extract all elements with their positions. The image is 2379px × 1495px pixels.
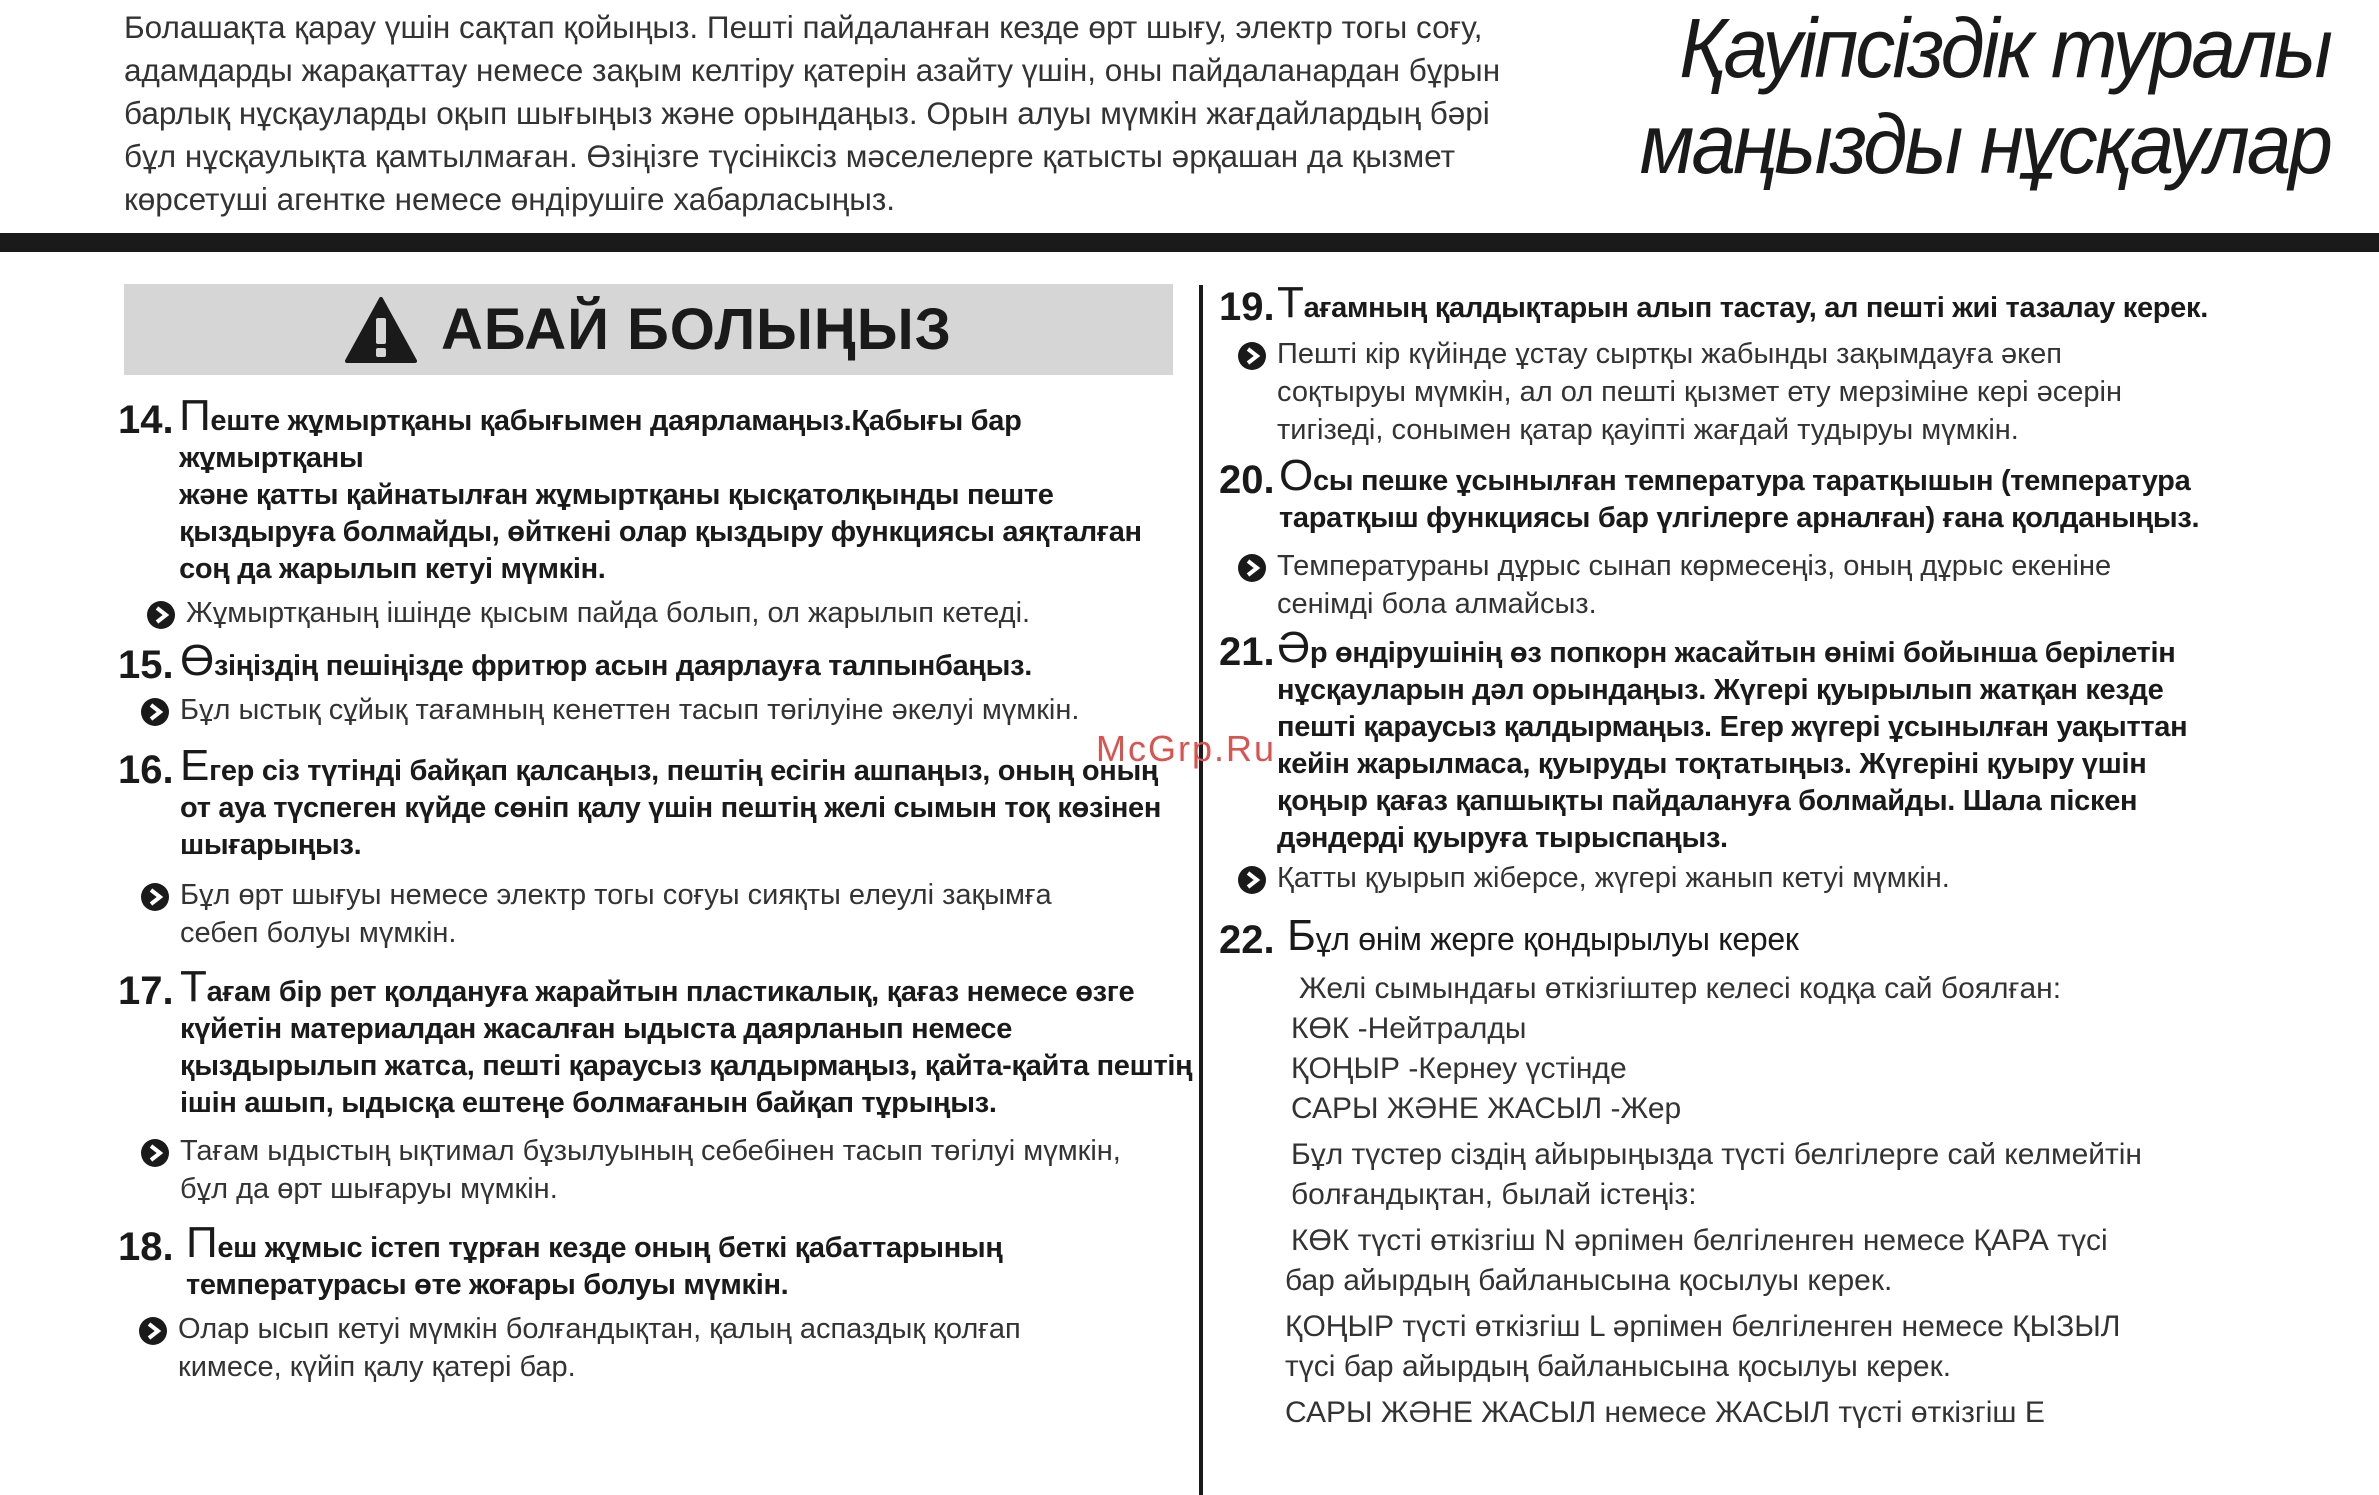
heading-initial: Т [1277,278,1304,327]
heading-initial: Ө [180,636,214,685]
detail-line: бар айырдың байланысына қосылуы керек. [1285,1264,1893,1297]
note-line: Жұмыртқаның ішінде қысым пайда болып, ол жарылып кетеді. [186,597,1031,629]
intro-line: көрсетуші агентке немесе өндірушіге хабарласыңыз. [124,181,896,217]
item-number: 22. [1219,918,1275,962]
header-divider [0,233,2379,252]
item-heading [180,962,1193,1122]
left-column [118,391,1198,1386]
heading-line: зіңіздің пешіңізде фритюр асын даярлауға талпынбаңыз. [213,650,1032,682]
detail-line: түсі бар айырдың байланысына қосылуы керек. [1285,1350,1952,1383]
note-line: Қатты қуырып жіберсе, жүгері жанып кетуі мүмкін. [1277,862,1950,894]
heading-line: р өндірушінің өз попкорн жасайтын өнімі бойынша берілетін [1309,637,2176,669]
item-note [1277,547,2111,623]
item-heading [180,636,1032,685]
page-title [1637,0,2331,192]
note-line: Пешті кір күйінде ұстау сыртқы жабынды зақымдауға әкеп [1277,338,2062,370]
heading-line: таратқыш функциясы бар үлгілерге арналған) ғана қолданыңыз. [1279,502,2200,534]
arrow-bullet-icon [138,1316,168,1346]
detail-line: ҚОҢЫР -Кернеу үстінде [1291,1052,1627,1085]
detail-line: КӨК түсті өткізгіш N әрпімен белгіленген немесе ҚАРА түсі [1291,1224,2108,1257]
arrow-bullet-icon [1237,341,1267,371]
item-heading [1279,451,2200,537]
note-line: Бұл ыстық сұйық тағамның кенеттен тасып төгілуіне әкелуі мүмкін. [180,694,1080,726]
instruction-19 [1219,278,2349,449]
heading-line: ішін ашып, ыдысқа ештеңе болмағанын байқап тұрыңыз. [180,1087,997,1119]
heading-initial: Е [180,741,210,790]
item-heading [1287,911,1799,960]
note-line: кимесе, күйіп қалу қатері бар. [178,1351,576,1383]
item-number: 20. [1219,458,1275,502]
item-note [178,1310,1021,1386]
item-note [1277,335,2122,449]
arrow-bullet-icon [1237,553,1267,583]
heading-line: күйетін материалдан жасалған ыдыста даярланып немесе [180,1013,1013,1045]
intro-line: Болашақта қарау үшін сақтап қойыңыз. Пешті пайдаланған кезде өрт шығу, электр тогы соғу, [124,9,1483,45]
right-column [1219,278,2349,1433]
heading-line: кейін жарылмаса, қуыруды тоқтатыңыз. Жүгеріні қуыру үшін [1277,748,2147,780]
arrow-bullet-icon [1237,865,1267,895]
instruction-20 [1219,451,2349,623]
warning-triangle-icon [345,296,417,364]
item-note [180,691,1079,729]
instruction-21 [1219,623,2349,897]
instruction-17 [118,962,1198,1208]
item-heading [1277,278,2208,327]
warning-banner-label: АБАЙ БОЛЫҢЫЗ [441,297,952,362]
item-heading [180,741,1162,864]
item-note [180,876,1052,952]
heading-line: нұсқауларын дәл орындаңыз. Жүгері қуырылып жатқан кезде [1277,674,2164,706]
heading-initial: Б [1287,911,1316,960]
watermark: McGrp.Ru [1096,728,1277,769]
intro-line: бұл нұсқаулықта қамтылмаған. Өзіңізге түсініксіз мәселелерге қатысты әрқашан да қызмет [124,138,1456,174]
note-line: Температураны дұрыс сынап көрмесеңіз, оның дұрыс екеніне [1277,550,2112,582]
instruction-22 [1219,911,2349,1433]
heading-initial: О [1279,451,1313,500]
heading-line: еш жұмыс істеп тұрған кезде оның беткі қабаттарының [217,1232,1003,1264]
item-number: 15. [118,643,174,687]
item-note [186,594,1030,632]
arrow-bullet-icon [140,697,170,727]
note-line: себеп болуы мүмкін. [180,917,457,949]
intro-line: адамдарды жарақаттау немесе зақым келтіру қатерін азайту үшін, оны пайдаланардан бұрын [124,52,1501,88]
heading-line: ұл өнім жерге қондырылуы керек [1315,921,1799,957]
heading-line: ағамның қалдықтарын алып тастау, ал пешті жиі тазалау керек. [1303,292,2208,324]
item-number: 14. [118,398,174,442]
intro-line: барлық нұсқауларды оқып шығыңыз және орындаңыз. Орын алуы мүмкін жағдайлардың бәрі [124,95,1490,131]
instruction-16 [118,741,1198,952]
item-heading [1277,623,2188,857]
item-heading [186,1218,1003,1304]
arrow-bullet-icon [140,882,170,912]
item-number: 21. [1219,630,1275,674]
detail-line: САРЫ ЖӘНЕ ЖАСЫЛ немесе ЖАСЫЛ түсті өткізгіш E [1285,1396,2045,1429]
note-line: бұл да өрт шығаруы мүмкін. [180,1173,558,1205]
heading-line: қыздырылып жатса, пешті қараусыз қалдырмаңыз, қайта-қайта пештің [180,1050,1193,1082]
arrow-bullet-icon [140,1138,170,1168]
heading-line: гер сіз түтінді байқап қалсаңыз, пештің есігін ашпаңыз, оның оның [209,755,1159,787]
instruction-15 [118,636,1198,729]
detail-line: болғандықтан, былай істеңіз: [1291,1178,1697,1211]
detail-line: Желі сымындағы өткізгіштер келесі кодқа сай боялған: [1299,972,2062,1005]
item-number: 17. [118,969,174,1013]
detail-line: КӨК -Нейтралды [1291,1012,1527,1045]
heading-line: және қатты қайнатылған жұмыртқаны қысқатолқынды пеште [179,479,1054,511]
note-line: Тағам ыдыстың ықтимал бұзылуының себебінен тасып төгілуі мүмкін, [180,1135,1121,1167]
item-note [1277,859,1950,897]
instruction-14 [118,391,1198,632]
heading-line: температурасы өте жоғары болуы мүмкін. [186,1269,789,1301]
grounding-details [1285,969,2349,1433]
page-title-line: маңызды нұсқаулар [1639,97,2330,191]
note-line: Олар ысып кетуі мүмкін болғандықтан, қалың аспаздық қолғап [178,1313,1021,1345]
detail-line: САРЫ ЖӘНЕ ЖАСЫЛ -Жер [1291,1092,1682,1125]
heading-initial: Т [180,962,207,1011]
heading-line: қыздыруға болмайды, өйткені олар қыздыру функциясы аяқталған [179,516,1142,548]
item-number: 19. [1219,285,1275,329]
arrow-bullet-icon [146,600,176,630]
item-number: 16. [118,748,174,792]
intro-paragraph [124,6,1554,221]
column-divider [1199,285,1203,1495]
warning-banner [124,284,1173,375]
item-number: 18. [118,1225,174,1269]
item-heading [179,391,1198,588]
heading-line: соң да жарылып кетуі мүмкін. [179,553,606,585]
note-line: Бұл өрт шығуы немесе электр тогы соғуы сияқты елеулі зақымға [180,879,1052,911]
heading-initial: П [179,391,211,440]
heading-line: шығарыңыз. [180,829,362,861]
instruction-18 [118,1218,1198,1386]
note-line: сенімді бола алмайсыз. [1277,588,1597,620]
page-title-line: Қауіпсіздік туралы [1679,1,2330,95]
heading-line: қоңыр қағаз қапшықты пайдалануға болмайды. Шала піскен [1277,785,2138,817]
detail-line: Бұл түстер сіздің айырыңызда түсті белгілерге сай келмейтін [1291,1138,2142,1171]
detail-line: ҚОҢЫР түсті өткізгіш L әрпімен белгіленген немесе ҚЫЗЫЛ [1285,1310,2121,1343]
heading-line: еште жұмыртқаны қабығымен даярламаңыз.Қабығы бар жұмыртқаны [179,405,1022,474]
note-line: соқтыруы мүмкін, ал ол пешті қызмет ету мерзіміне кері әсерін [1277,376,2122,408]
heading-line: дәндерді қуыруға тырыспаңыз. [1277,822,1728,854]
heading-line: ағам бір рет қолдануға жарайтын пластикалық, қағаз немесе өзге [206,976,1135,1008]
heading-initial: П [186,1218,218,1267]
heading-line: от ауа түспеген күйде сөніп қалу үшін пештің желі сымын тоқ көзінен [180,792,1162,824]
heading-line: пешті қараусыз қалдырмаңыз. Егер жүгері ұсынылған уақыттан [1277,711,2188,743]
item-note [180,1132,1121,1208]
note-line: тигізеді, сонымен қатар қауіпті жағдай тудыруы мүмкін. [1277,414,2019,446]
heading-line: сы пешке ұсынылған температура таратқышын (температура [1312,465,2191,497]
heading-initial: Ә [1277,623,1310,672]
